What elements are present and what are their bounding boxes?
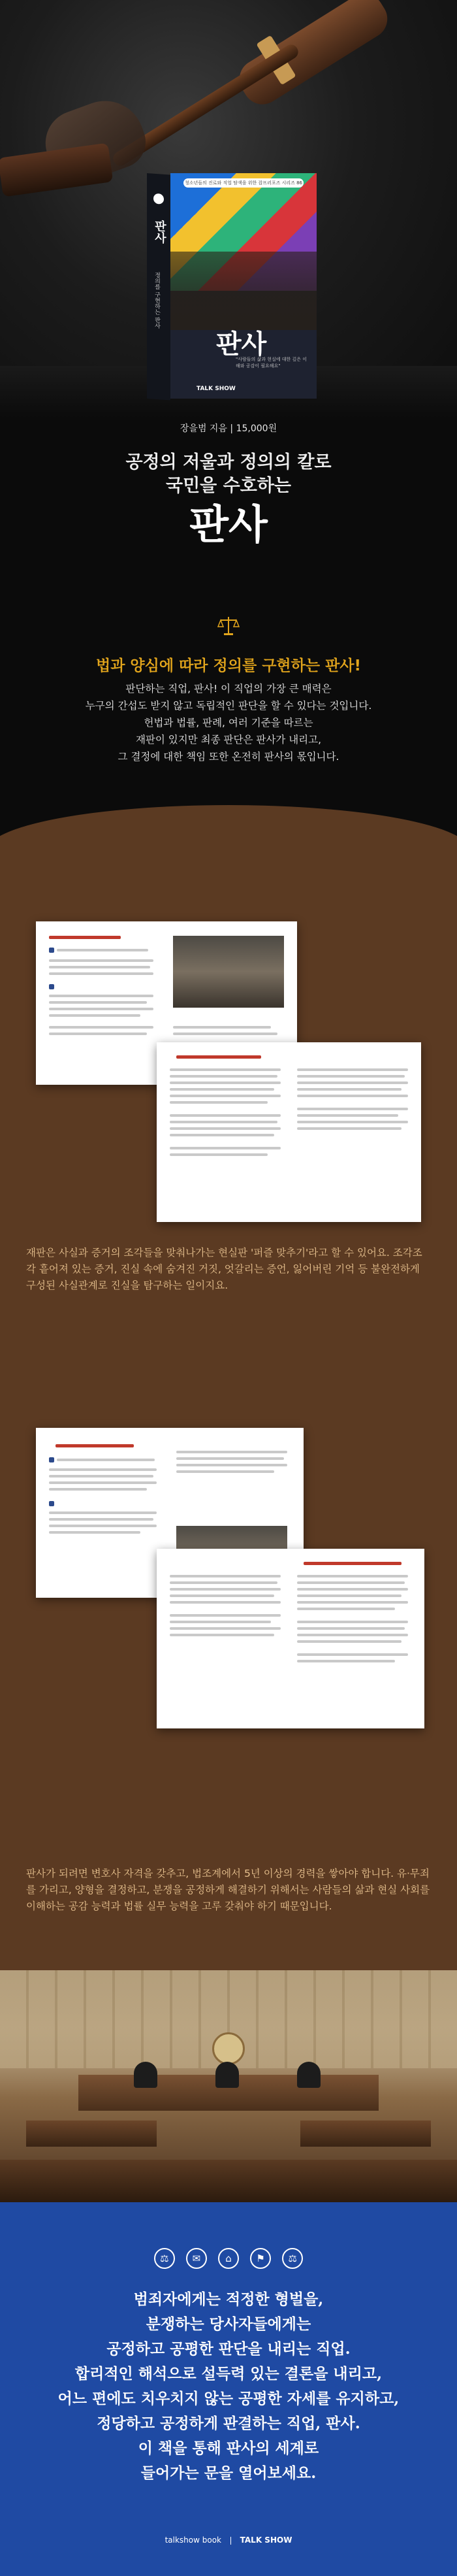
tagline-line-1: 공정의 저울과 정의의 칼로	[125, 452, 332, 472]
spread-heading-bar	[304, 1562, 402, 1565]
text-line	[170, 1634, 274, 1636]
text-line	[297, 1621, 408, 1623]
paragraph-qualification: 판사가 되려면 변호사 자격을 갖추고, 법조계에서 5년 이상의 경력을 쌓아야 합니다. 유·무죄를 가리고, 양형을 결정하고, 분쟁을 공정하게 해결하기 위해서는 사람들의 삶과 현실 사회를 이해하는 공감 능력과 법률 실무 능력을 고루 갖춰야 하기 때문입니다.	[26, 1868, 430, 1912]
court-emblem-icon	[212, 2032, 245, 2065]
intro-line: 헌법과 법률, 판례, 여러 기준을 따르는	[144, 717, 313, 729]
book-cover-image	[147, 173, 317, 399]
paragraph-puzzle: 재판은 사실과 증거의 조각들을 맞춰나가는 현실판 '퍼즐 맞추기'라고 할 수 있어요. 조각조각 흩어져 있는 증거, 진실 속에 숨겨진 거짓, 엇갈리는 증언, 잃어버린 기억 등 불완전하게 구성된 사실관계로 진실을 탐구하는 일이지요.	[26, 1247, 422, 1291]
courthouse-icon: ⌂	[218, 2248, 239, 2269]
tagline-line-2: 국민을 수호하는	[166, 476, 291, 496]
text-line	[49, 966, 150, 968]
text-line	[170, 1588, 281, 1591]
closing-icons	[0, 2248, 457, 2269]
text-line	[170, 1101, 268, 1104]
text-line	[297, 1068, 408, 1071]
sample-spread-4	[157, 1549, 424, 1728]
judge-figure	[215, 2062, 239, 2088]
text-line	[297, 1608, 395, 1610]
text-line	[297, 1108, 408, 1110]
text-line	[297, 1575, 408, 1577]
text-line	[49, 1468, 157, 1471]
intro-heading: 법과 양심에 따라 정의를 구현하는 판사!	[95, 657, 361, 674]
text-line	[170, 1581, 277, 1584]
text-line	[49, 1481, 157, 1484]
spread-heading-bar	[176, 1055, 261, 1059]
text-line	[49, 1525, 157, 1527]
text-line	[49, 1032, 147, 1035]
court-floor	[0, 2160, 457, 2202]
sound-block-image	[0, 142, 113, 197]
closing-line: 어느 편에도 치우치지 않는 공평한 자세를 유지하고,	[57, 2390, 400, 2407]
closing-text	[0, 2287, 457, 2486]
text-line	[49, 1531, 140, 1534]
spine-subtitle: 정의를 구현하는 판사	[153, 271, 160, 329]
text-line	[297, 1121, 408, 1123]
text-line	[170, 1068, 281, 1071]
question-marker	[49, 1457, 54, 1462]
logo-divider	[230, 2537, 231, 2545]
flag-icon: ⚑	[250, 2248, 271, 2269]
text-line	[49, 959, 153, 962]
text-line	[49, 1518, 153, 1521]
text-line	[57, 949, 148, 951]
text-line	[170, 1614, 281, 1617]
question-marker	[49, 948, 54, 953]
text-line	[170, 1601, 281, 1604]
text-line	[173, 1032, 277, 1035]
text-line	[170, 1575, 281, 1577]
text-line	[49, 1511, 157, 1514]
text-line	[49, 1008, 153, 1010]
text-line	[49, 1488, 147, 1491]
question-marker	[49, 984, 54, 989]
text-line	[57, 1459, 155, 1461]
question-marker	[49, 1501, 54, 1506]
sample-photo-judge	[173, 936, 284, 1008]
tagline	[0, 451, 457, 550]
intro-line: 누구의 간섭도 받지 않고 독립적인 판단을 할 수 있다는 것입니다.	[85, 700, 372, 712]
text-line	[297, 1095, 408, 1097]
intro-line: 재판이 있지만 최종 판단은 판사가 내리고,	[135, 734, 322, 746]
text-line	[176, 1451, 287, 1453]
text-line	[297, 1634, 408, 1636]
text-line	[170, 1095, 281, 1097]
text-line	[176, 1457, 284, 1460]
text-line	[176, 1464, 287, 1466]
gavel-head-image	[232, 0, 394, 112]
text-line	[170, 1075, 277, 1078]
cover-photo	[170, 252, 317, 330]
text-line	[173, 1026, 271, 1029]
text-line	[297, 1588, 408, 1591]
text-line	[49, 995, 153, 997]
closing-line: 합리적인 해석으로 설득력 있는 결론을 내리고,	[74, 2365, 383, 2383]
spread-heading-bar	[49, 936, 121, 939]
counsel-desk	[300, 2121, 431, 2147]
cover-quote: "사람들의 삶과 현실에 대한 깊은 이해와 공감이 필요해요"	[236, 357, 307, 369]
sample-spread-2	[157, 1042, 421, 1222]
text-line	[49, 1475, 153, 1478]
cover-title: 판사	[216, 329, 267, 359]
book-spine	[147, 173, 170, 401]
intro-line: 그 결정에 대한 책임 또한 온전히 판사의 몫입니다.	[118, 751, 339, 763]
text-line	[49, 1026, 153, 1029]
text-line	[49, 972, 153, 975]
intro-text	[0, 680, 457, 765]
text-line	[49, 1001, 147, 1004]
text-line	[297, 1640, 402, 1643]
text-line	[297, 1653, 408, 1656]
publisher-logos	[0, 2535, 457, 2545]
text-line	[170, 1088, 274, 1091]
text-line	[170, 1147, 281, 1149]
closing-line: 공정하고 공평한 판단을 내리는 직업.	[106, 2340, 351, 2358]
text-line	[170, 1621, 271, 1623]
text-line	[297, 1114, 398, 1117]
text-line	[297, 1082, 408, 1084]
text-line	[297, 1127, 402, 1130]
text-line	[49, 1014, 140, 1017]
judge-figure	[297, 2062, 321, 2088]
document-icon: ✉	[186, 2248, 207, 2269]
text-line	[170, 1153, 268, 1156]
cover-publisher: TALK SHOW	[197, 386, 236, 392]
text-line	[176, 1470, 274, 1473]
tagline-title: 판사	[189, 501, 268, 548]
judge-figure	[134, 2062, 157, 2088]
justice-icon: ⚖	[282, 2248, 303, 2269]
intro-line: 판단하는 직업, 판사! 이 직업의 가장 큰 매력은	[125, 683, 332, 695]
text-line	[297, 1075, 405, 1078]
spread-heading-bar	[55, 1444, 134, 1447]
hero-section	[0, 0, 457, 418]
counsel-desk	[26, 2121, 157, 2147]
text-line	[297, 1601, 408, 1604]
text-line	[170, 1082, 281, 1084]
text-line	[170, 1627, 281, 1630]
scales-of-justice-icon	[217, 614, 240, 636]
closing-line: 범죄자에게는 적정한 형벌을,	[133, 2290, 324, 2308]
scales-icon: ⚖	[154, 2248, 175, 2269]
closing-line: 이 책을 통해 판사의 세계로	[138, 2439, 319, 2457]
spine-title: 판사	[153, 219, 166, 244]
text-line	[297, 1088, 402, 1091]
courtroom-photo	[0, 1970, 457, 2202]
text-line	[170, 1594, 274, 1597]
book-front	[170, 173, 317, 399]
text-line	[170, 1114, 281, 1117]
talkshow-logo: TALK SHOW	[240, 2535, 292, 2545]
text-line	[170, 1121, 277, 1123]
closing-line: 정당하고 공정하게 판결하는 직업, 판사.	[97, 2415, 360, 2432]
talkshow-book-logo: talkshow book	[165, 2535, 221, 2545]
series-badge-icon	[153, 193, 164, 205]
text-line	[297, 1594, 402, 1597]
closing-line: 들어가는 문을 열어보세요.	[140, 2464, 317, 2482]
author-price: 장을범 지음 | 15,000원	[180, 423, 277, 434]
text-line	[297, 1660, 395, 1662]
closing-line: 분쟁하는 당사자들에게는	[146, 2315, 311, 2333]
cover-tag: 청소년들의 진로와 직업 탐색을 위한 잡프러포즈 시리즈 86	[183, 178, 304, 188]
text-line	[170, 1127, 281, 1130]
text-line	[170, 1134, 274, 1136]
intro-section	[0, 653, 457, 765]
text-line	[297, 1581, 405, 1584]
text-line	[297, 1627, 405, 1630]
